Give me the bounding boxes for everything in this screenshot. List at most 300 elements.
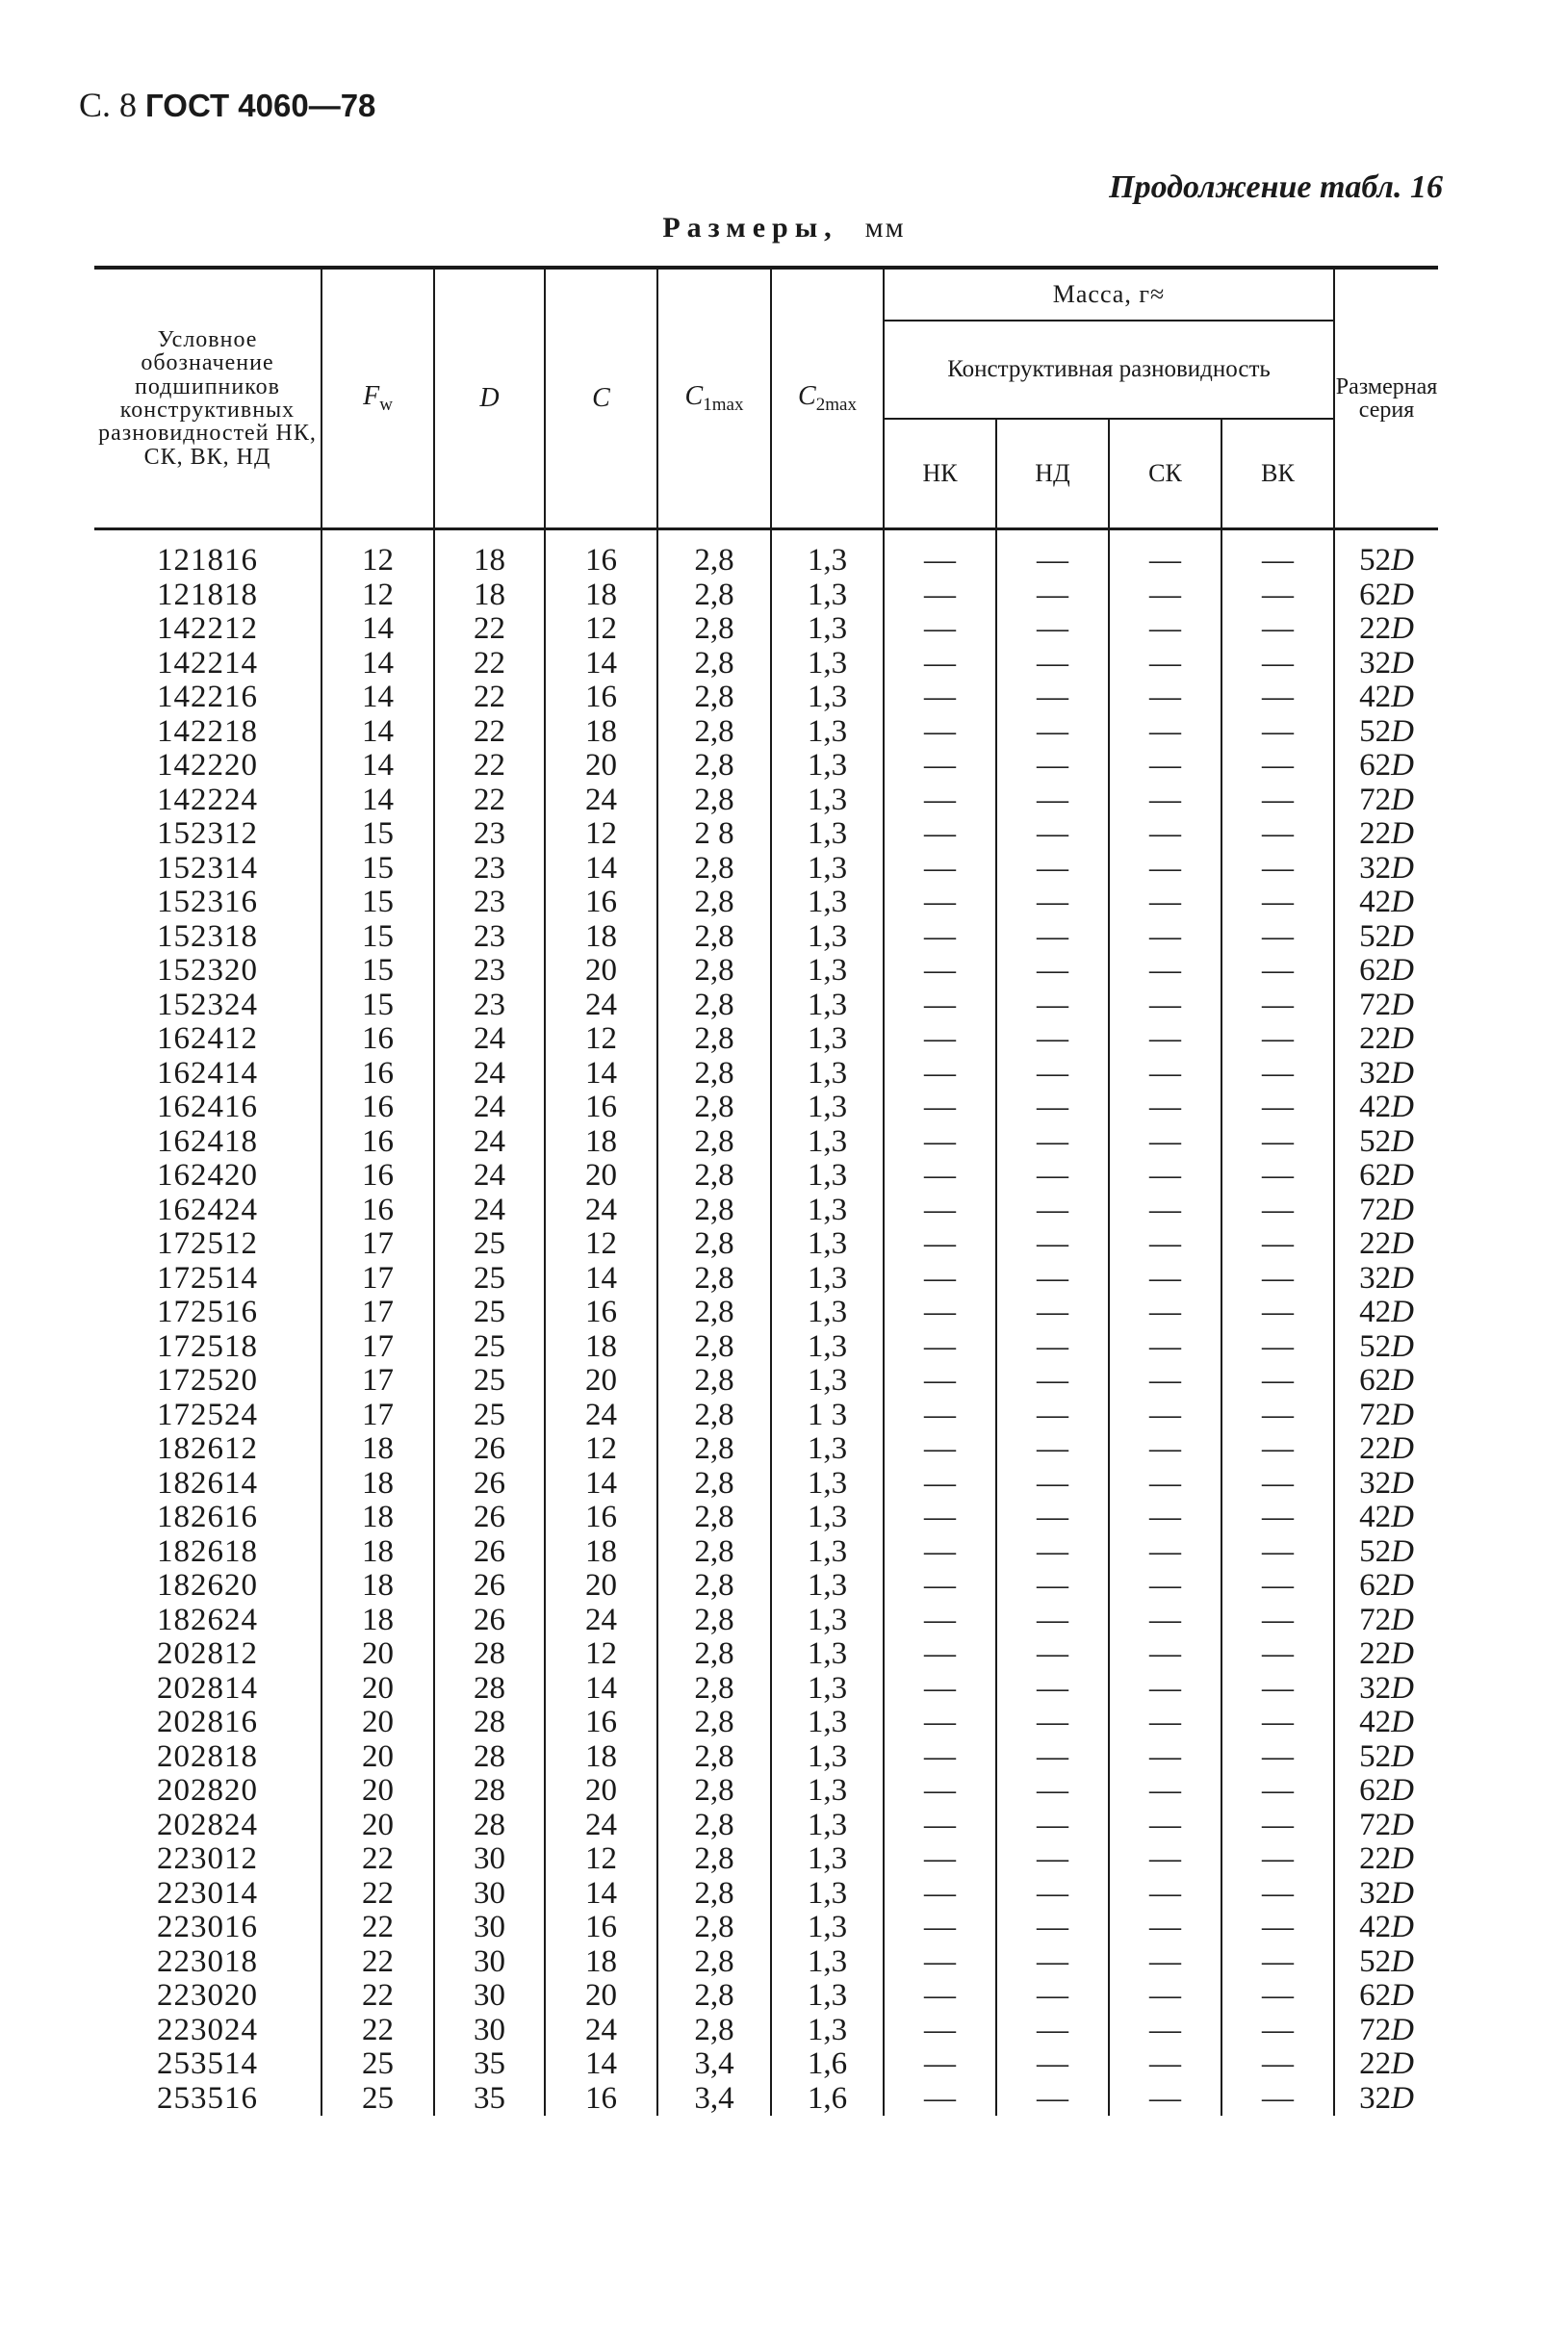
c2max-cell: 1,3 bbox=[771, 1057, 884, 1092]
mass-vk-cell: — bbox=[1221, 784, 1334, 818]
units-label: Размеры, bbox=[662, 212, 838, 244]
series-cell bbox=[1334, 1979, 1438, 2014]
c2max-cell: 1,3 bbox=[771, 1604, 884, 1638]
table-row bbox=[94, 886, 1438, 920]
mass-sk-cell: — bbox=[1109, 1227, 1221, 1262]
series-number: 22 bbox=[1359, 1226, 1392, 1261]
mass-vk-cell: — bbox=[1221, 1262, 1334, 1297]
series-letter: D bbox=[1391, 1568, 1414, 1603]
designation-cell: 152316 bbox=[157, 885, 258, 919]
designation-cell: 202816 bbox=[157, 1705, 258, 1739]
fw-cell: 17 bbox=[321, 1364, 434, 1399]
mass-sk-cell: — bbox=[1109, 920, 1221, 955]
series-cell bbox=[1334, 989, 1438, 1023]
header-designation: Условное обозначение подшипников конструктивных разновидностей НК, СК, ВК, НД bbox=[94, 268, 321, 529]
fw-cell: 17 bbox=[321, 1296, 434, 1330]
mass-nd-cell: — bbox=[996, 1706, 1109, 1740]
mass-sk-cell: — bbox=[1109, 1125, 1221, 1160]
mass-sk-cell: — bbox=[1109, 647, 1221, 681]
mass-vk-cell: — bbox=[1221, 1569, 1334, 1604]
designation-cell: 202820 bbox=[157, 1773, 258, 1808]
c2max-cell: 1,3 bbox=[771, 1125, 884, 1160]
c-cell: 18 bbox=[545, 920, 657, 955]
c1max-cell: 2,8 bbox=[657, 1877, 771, 1912]
designation-cell: 152324 bbox=[157, 987, 258, 1022]
mass-sk-cell: — bbox=[1109, 1945, 1221, 1980]
fw-cell: 14 bbox=[321, 681, 434, 715]
fw-cell: 14 bbox=[321, 647, 434, 681]
mass-nd-cell: — bbox=[996, 1877, 1109, 1912]
mass-nd-cell: — bbox=[996, 1911, 1109, 1945]
series-letter: D bbox=[1391, 1500, 1414, 1534]
series-number: 62 bbox=[1359, 1568, 1392, 1603]
mass-nk-cell: — bbox=[884, 1672, 996, 1707]
mass-nd-cell: — bbox=[996, 647, 1109, 681]
series-cell bbox=[1334, 1535, 1438, 1570]
mass-sk-cell: — bbox=[1109, 1194, 1221, 1228]
c2max-cell: 1,3 bbox=[771, 920, 884, 955]
mass-sk-cell: — bbox=[1109, 681, 1221, 715]
series-letter: D bbox=[1391, 1090, 1414, 1124]
mass-sk-cell: — bbox=[1109, 715, 1221, 750]
c-cell: 20 bbox=[545, 1364, 657, 1399]
c-cell: 12 bbox=[545, 817, 657, 852]
c1max-cell: 2,8 bbox=[657, 579, 771, 613]
series-number: 62 bbox=[1359, 1978, 1392, 2013]
mass-nk-cell: — bbox=[884, 2047, 996, 2082]
table-row bbox=[94, 1501, 1438, 1535]
c1max-cell: 2,8 bbox=[657, 852, 771, 887]
d-cell: 28 bbox=[434, 1706, 545, 1740]
table-row bbox=[94, 1125, 1438, 1160]
series-cell bbox=[1334, 2047, 1438, 2082]
mass-sk-cell: — bbox=[1109, 749, 1221, 784]
mass-nk-cell: — bbox=[884, 1501, 996, 1535]
series-letter: D bbox=[1391, 987, 1414, 1022]
designation-cell: 162418 bbox=[157, 1123, 258, 1159]
table-row bbox=[94, 2082, 1438, 2117]
mass-sk-cell: — bbox=[1109, 2082, 1221, 2117]
series-letter: D bbox=[1391, 816, 1414, 851]
series-cell bbox=[1334, 920, 1438, 955]
mass-nd-cell: — bbox=[996, 2014, 1109, 2048]
d-cell: 22 bbox=[434, 715, 545, 750]
c-cell: 18 bbox=[545, 579, 657, 613]
fw-cell: 20 bbox=[321, 1740, 434, 1775]
table-row bbox=[94, 1227, 1438, 1262]
c-cell: 14 bbox=[545, 2047, 657, 2082]
mass-vk-cell: — bbox=[1221, 886, 1334, 920]
series-cell bbox=[1334, 1911, 1438, 1945]
c1max-cell: 3,4 bbox=[657, 2082, 771, 2117]
c2max-cell: 1,3 bbox=[771, 1364, 884, 1399]
mass-sk-cell: — bbox=[1109, 1330, 1221, 1365]
designation-cell: 202818 bbox=[157, 1738, 258, 1774]
table-row bbox=[94, 1467, 1438, 1502]
series-cell bbox=[1334, 1637, 1438, 1672]
c2max-cell: 1,3 bbox=[771, 1877, 884, 1912]
mass-nd-cell: — bbox=[996, 954, 1109, 989]
c-cell: 20 bbox=[545, 1979, 657, 2014]
c-cell: 14 bbox=[545, 852, 657, 887]
mass-nd-cell: — bbox=[996, 1262, 1109, 1297]
c2max-cell: 1,3 bbox=[771, 715, 884, 750]
series-number: 22 bbox=[1359, 1636, 1392, 1671]
mass-nk-cell: — bbox=[884, 2014, 996, 2048]
mass-nk-cell: — bbox=[884, 1364, 996, 1399]
c2max-cell: 1 3 bbox=[771, 1399, 884, 1433]
designation-cell: 223012 bbox=[157, 1841, 258, 1876]
c-cell: 20 bbox=[545, 1159, 657, 1194]
header-design-variant: Конструктивная разновидность bbox=[884, 321, 1334, 419]
mass-vk-cell: — bbox=[1221, 1911, 1334, 1945]
mass-nd-cell: — bbox=[996, 1501, 1109, 1535]
table-row bbox=[94, 529, 1438, 579]
series-number: 42 bbox=[1359, 1090, 1392, 1124]
series-letter: D bbox=[1391, 1363, 1414, 1398]
designation-cell: 121818 bbox=[157, 577, 258, 612]
fw-cell: 25 bbox=[321, 2082, 434, 2117]
d-cell: 28 bbox=[434, 1740, 545, 1775]
series-cell bbox=[1334, 1706, 1438, 1740]
c-cell: 14 bbox=[545, 1672, 657, 1707]
series-cell bbox=[1334, 1091, 1438, 1125]
table-row bbox=[94, 1569, 1438, 1604]
table-row bbox=[94, 1706, 1438, 1740]
mass-nd-cell: — bbox=[996, 1399, 1109, 1433]
mass-nk-cell: — bbox=[884, 1022, 996, 1057]
c-cell: 16 bbox=[545, 1091, 657, 1125]
series-letter: D bbox=[1391, 1910, 1414, 1944]
d-cell: 30 bbox=[434, 1877, 545, 1912]
table-row bbox=[94, 2047, 1438, 2082]
c2max-cell: 1,3 bbox=[771, 1945, 884, 1980]
mass-nk-cell: — bbox=[884, 681, 996, 715]
series-cell bbox=[1334, 1501, 1438, 1535]
d-cell: 26 bbox=[434, 1569, 545, 1604]
mass-nd-cell: — bbox=[996, 2082, 1109, 2117]
mass-nk-cell: — bbox=[884, 1125, 996, 1160]
c1max-cell: 2,8 bbox=[657, 1057, 771, 1092]
mass-nk-cell: — bbox=[884, 886, 996, 920]
series-cell bbox=[1334, 681, 1438, 715]
c2max-cell: 1,3 bbox=[771, 1159, 884, 1194]
designation-cell: 142218 bbox=[157, 713, 258, 749]
c2max-cell: 1,3 bbox=[771, 1911, 884, 1945]
table-row bbox=[94, 579, 1438, 613]
mass-vk-cell: — bbox=[1221, 1604, 1334, 1638]
c-cell: 24 bbox=[545, 1809, 657, 1843]
d-cell: 23 bbox=[434, 954, 545, 989]
c-cell: 18 bbox=[545, 715, 657, 750]
series-cell bbox=[1334, 1809, 1438, 1843]
fw-cell: 16 bbox=[321, 1022, 434, 1057]
designation-cell: 202814 bbox=[157, 1670, 258, 1706]
fw-cell: 17 bbox=[321, 1399, 434, 1433]
mass-sk-cell: — bbox=[1109, 886, 1221, 920]
series-letter: D bbox=[1391, 645, 1414, 681]
series-number: 72 bbox=[1359, 987, 1392, 1022]
series-cell bbox=[1334, 529, 1438, 579]
series-letter: D bbox=[1391, 1123, 1414, 1159]
c-cell: 24 bbox=[545, 989, 657, 1023]
series-number: 32 bbox=[1359, 1670, 1392, 1706]
c2max-cell: 1,3 bbox=[771, 817, 884, 852]
table-row bbox=[94, 954, 1438, 989]
c1max-cell: 2,8 bbox=[657, 920, 771, 955]
series-number: 42 bbox=[1359, 885, 1392, 919]
mass-sk-cell: — bbox=[1109, 852, 1221, 887]
mass-vk-cell: — bbox=[1221, 647, 1334, 681]
series-number: 62 bbox=[1359, 1773, 1392, 1808]
series-number: 72 bbox=[1359, 2012, 1392, 2047]
series-cell bbox=[1334, 1330, 1438, 1365]
mass-nd-cell: — bbox=[996, 1330, 1109, 1365]
d-cell: 23 bbox=[434, 989, 545, 1023]
mass-vk-cell: — bbox=[1221, 1809, 1334, 1843]
series-cell bbox=[1334, 749, 1438, 784]
table-row bbox=[94, 1296, 1438, 1330]
table-row bbox=[94, 1159, 1438, 1194]
mass-sk-cell: — bbox=[1109, 1535, 1221, 1570]
d-cell: 22 bbox=[434, 749, 545, 784]
series-cell bbox=[1334, 1432, 1438, 1467]
c2max-cell: 1,3 bbox=[771, 1842, 884, 1877]
mass-sk-cell: — bbox=[1109, 1911, 1221, 1945]
mass-nk-cell: — bbox=[884, 529, 996, 579]
c2max-cell: 1,3 bbox=[771, 1022, 884, 1057]
d-cell: 26 bbox=[434, 1467, 545, 1502]
c2max-cell: 1,3 bbox=[771, 681, 884, 715]
fw-cell: 22 bbox=[321, 1877, 434, 1912]
d-cell: 28 bbox=[434, 1809, 545, 1843]
mass-vk-cell: — bbox=[1221, 1774, 1334, 1809]
series-number: 22 bbox=[1359, 1021, 1392, 1056]
mass-nk-cell: — bbox=[884, 1774, 996, 1809]
mass-sk-cell: — bbox=[1109, 1467, 1221, 1502]
series-cell bbox=[1334, 1467, 1438, 1502]
series-number: 22 bbox=[1359, 2046, 1392, 2081]
designation-cell: 172520 bbox=[157, 1363, 258, 1398]
mass-sk-cell: — bbox=[1109, 1842, 1221, 1877]
series-number: 62 bbox=[1359, 748, 1392, 783]
mass-nd-cell: — bbox=[996, 612, 1109, 647]
c1max-cell: 2,8 bbox=[657, 749, 771, 784]
designation-cell: 202824 bbox=[157, 1807, 258, 1842]
table-row bbox=[94, 989, 1438, 1023]
series-number: 22 bbox=[1359, 1841, 1392, 1876]
mass-sk-cell: — bbox=[1109, 1569, 1221, 1604]
mass-vk-cell: — bbox=[1221, 1740, 1334, 1775]
c-cell: 12 bbox=[545, 1227, 657, 1262]
c2max-cell: 1,3 bbox=[771, 886, 884, 920]
designation-cell: 142214 bbox=[157, 645, 258, 681]
mass-nk-cell: — bbox=[884, 1569, 996, 1604]
mass-nk-cell: — bbox=[884, 579, 996, 613]
fw-cell: 12 bbox=[321, 529, 434, 579]
c1max-cell: 2,8 bbox=[657, 1809, 771, 1843]
series-number: 52 bbox=[1359, 1943, 1392, 1979]
mass-nk-cell: — bbox=[884, 954, 996, 989]
mass-sk-cell: — bbox=[1109, 954, 1221, 989]
c2max-cell: 1,3 bbox=[771, 2014, 884, 2048]
mass-nk-cell: — bbox=[884, 612, 996, 647]
series-number: 72 bbox=[1359, 1807, 1392, 1842]
mass-vk-cell: — bbox=[1221, 612, 1334, 647]
series-cell bbox=[1334, 1877, 1438, 1912]
series-number: 22 bbox=[1359, 611, 1392, 646]
designation-cell: 182612 bbox=[157, 1431, 258, 1466]
header-variant-vk: ВК bbox=[1221, 419, 1334, 529]
mass-nd-cell: — bbox=[996, 715, 1109, 750]
units-value: мм bbox=[864, 212, 906, 244]
mass-vk-cell: — bbox=[1221, 1979, 1334, 2014]
mass-vk-cell: — bbox=[1221, 1296, 1334, 1330]
c1max-cell: 2,8 bbox=[657, 1227, 771, 1262]
series-cell bbox=[1334, 1057, 1438, 1092]
fw-cell: 22 bbox=[321, 1945, 434, 1980]
c1max-cell: 2,8 bbox=[657, 1706, 771, 1740]
mass-sk-cell: — bbox=[1109, 1501, 1221, 1535]
mass-sk-cell: — bbox=[1109, 1877, 1221, 1912]
designation-cell: 182614 bbox=[157, 1465, 258, 1501]
fw-cell: 17 bbox=[321, 1262, 434, 1297]
series-letter: D bbox=[1391, 1226, 1414, 1261]
c-cell: 18 bbox=[545, 1945, 657, 1980]
designation-cell: 253514 bbox=[157, 2046, 258, 2081]
series-cell bbox=[1334, 1227, 1438, 1262]
c1max-cell: 2,8 bbox=[657, 1091, 771, 1125]
designation-cell: 162412 bbox=[157, 1021, 258, 1056]
mass-vk-cell: — bbox=[1221, 1842, 1334, 1877]
c1max-cell: 2,8 bbox=[657, 784, 771, 818]
series-cell bbox=[1334, 886, 1438, 920]
c2max-cell: 1,3 bbox=[771, 852, 884, 887]
fw-cell: 12 bbox=[321, 579, 434, 613]
table-row bbox=[94, 1945, 1438, 1980]
units-caption bbox=[0, 212, 1568, 244]
c2max-cell: 1,3 bbox=[771, 1432, 884, 1467]
table-row bbox=[94, 2014, 1438, 2048]
series-letter: D bbox=[1391, 1431, 1414, 1466]
series-letter: D bbox=[1391, 1602, 1414, 1637]
mass-sk-cell: — bbox=[1109, 784, 1221, 818]
series-number: 62 bbox=[1359, 1363, 1392, 1398]
d-cell: 22 bbox=[434, 681, 545, 715]
table-row bbox=[94, 1535, 1438, 1570]
fw-cell: 20 bbox=[321, 1809, 434, 1843]
fw-cell: 14 bbox=[321, 715, 434, 750]
series-letter: D bbox=[1391, 1773, 1414, 1808]
mass-sk-cell: — bbox=[1109, 1774, 1221, 1809]
series-number: 52 bbox=[1359, 713, 1392, 749]
c2max-cell: 1,6 bbox=[771, 2047, 884, 2082]
d-cell: 25 bbox=[434, 1296, 545, 1330]
designation-cell: 152312 bbox=[157, 816, 258, 851]
designation-cell: 152314 bbox=[157, 850, 258, 886]
mass-nk-cell: — bbox=[884, 1706, 996, 1740]
mass-nd-cell: — bbox=[996, 1945, 1109, 1980]
table-row bbox=[94, 715, 1438, 750]
fw-cell: 22 bbox=[321, 1911, 434, 1945]
mass-vk-cell: — bbox=[1221, 1125, 1334, 1160]
designation-cell: 182624 bbox=[157, 1602, 258, 1637]
mass-vk-cell: — bbox=[1221, 1057, 1334, 1092]
mass-vk-cell: — bbox=[1221, 749, 1334, 784]
series-number: 32 bbox=[1359, 2080, 1392, 2116]
mass-vk-cell: — bbox=[1221, 852, 1334, 887]
series-number: 32 bbox=[1359, 850, 1392, 886]
mass-sk-cell: — bbox=[1109, 1432, 1221, 1467]
c-cell: 12 bbox=[545, 1842, 657, 1877]
series-letter: D bbox=[1391, 543, 1414, 578]
d-cell: 23 bbox=[434, 886, 545, 920]
d-cell: 30 bbox=[434, 2014, 545, 2048]
designation-cell: 223020 bbox=[157, 1978, 258, 2013]
c-cell: 24 bbox=[545, 1194, 657, 1228]
c-cell: 18 bbox=[545, 1125, 657, 1160]
c2max-cell: 1,3 bbox=[771, 579, 884, 613]
c1max-cell: 2,8 bbox=[657, 1637, 771, 1672]
c-cell: 12 bbox=[545, 612, 657, 647]
mass-sk-cell: — bbox=[1109, 1809, 1221, 1843]
table-row bbox=[94, 1809, 1438, 1843]
table-row bbox=[94, 1842, 1438, 1877]
d-cell: 24 bbox=[434, 1194, 545, 1228]
d-cell: 26 bbox=[434, 1432, 545, 1467]
header-variant-sk: СК bbox=[1109, 419, 1221, 529]
d-cell: 26 bbox=[434, 1501, 545, 1535]
table-row bbox=[94, 1262, 1438, 1297]
c-cell: 16 bbox=[545, 529, 657, 579]
c2max-cell: 1,3 bbox=[771, 612, 884, 647]
fw-cell: 18 bbox=[321, 1535, 434, 1570]
mass-nd-cell: — bbox=[996, 1740, 1109, 1775]
d-cell: 18 bbox=[434, 529, 545, 579]
designation-cell: 182618 bbox=[157, 1533, 258, 1569]
d-cell: 24 bbox=[434, 1159, 545, 1194]
series-number: 52 bbox=[1359, 543, 1392, 578]
mass-vk-cell: — bbox=[1221, 1467, 1334, 1502]
fw-cell: 22 bbox=[321, 2014, 434, 2048]
d-cell: 23 bbox=[434, 920, 545, 955]
header-mass: Масса, г≈ bbox=[884, 268, 1334, 321]
mass-nd-cell: — bbox=[996, 749, 1109, 784]
mass-vk-cell: — bbox=[1221, 989, 1334, 1023]
d-cell: 24 bbox=[434, 1091, 545, 1125]
mass-nd-cell: — bbox=[996, 1535, 1109, 1570]
table-row bbox=[94, 647, 1438, 681]
series-cell bbox=[1334, 852, 1438, 887]
mass-nk-cell: — bbox=[884, 1091, 996, 1125]
mass-vk-cell: — bbox=[1221, 1672, 1334, 1707]
mass-nd-cell: — bbox=[996, 989, 1109, 1023]
c-cell: 16 bbox=[545, 2082, 657, 2117]
c2max-cell: 1,3 bbox=[771, 784, 884, 818]
c1max-cell: 3,4 bbox=[657, 2047, 771, 2082]
series-letter: D bbox=[1391, 1295, 1414, 1329]
series-cell bbox=[1334, 1740, 1438, 1775]
series-letter: D bbox=[1391, 782, 1414, 817]
series-cell bbox=[1334, 954, 1438, 989]
c2max-cell: 1,6 bbox=[771, 2082, 884, 2117]
c2max-cell: 1,3 bbox=[771, 1296, 884, 1330]
mass-vk-cell: — bbox=[1221, 1535, 1334, 1570]
mass-nd-cell: — bbox=[996, 1842, 1109, 1877]
mass-nd-cell: — bbox=[996, 1432, 1109, 1467]
series-number: 22 bbox=[1359, 1431, 1392, 1466]
fw-cell: 15 bbox=[321, 886, 434, 920]
